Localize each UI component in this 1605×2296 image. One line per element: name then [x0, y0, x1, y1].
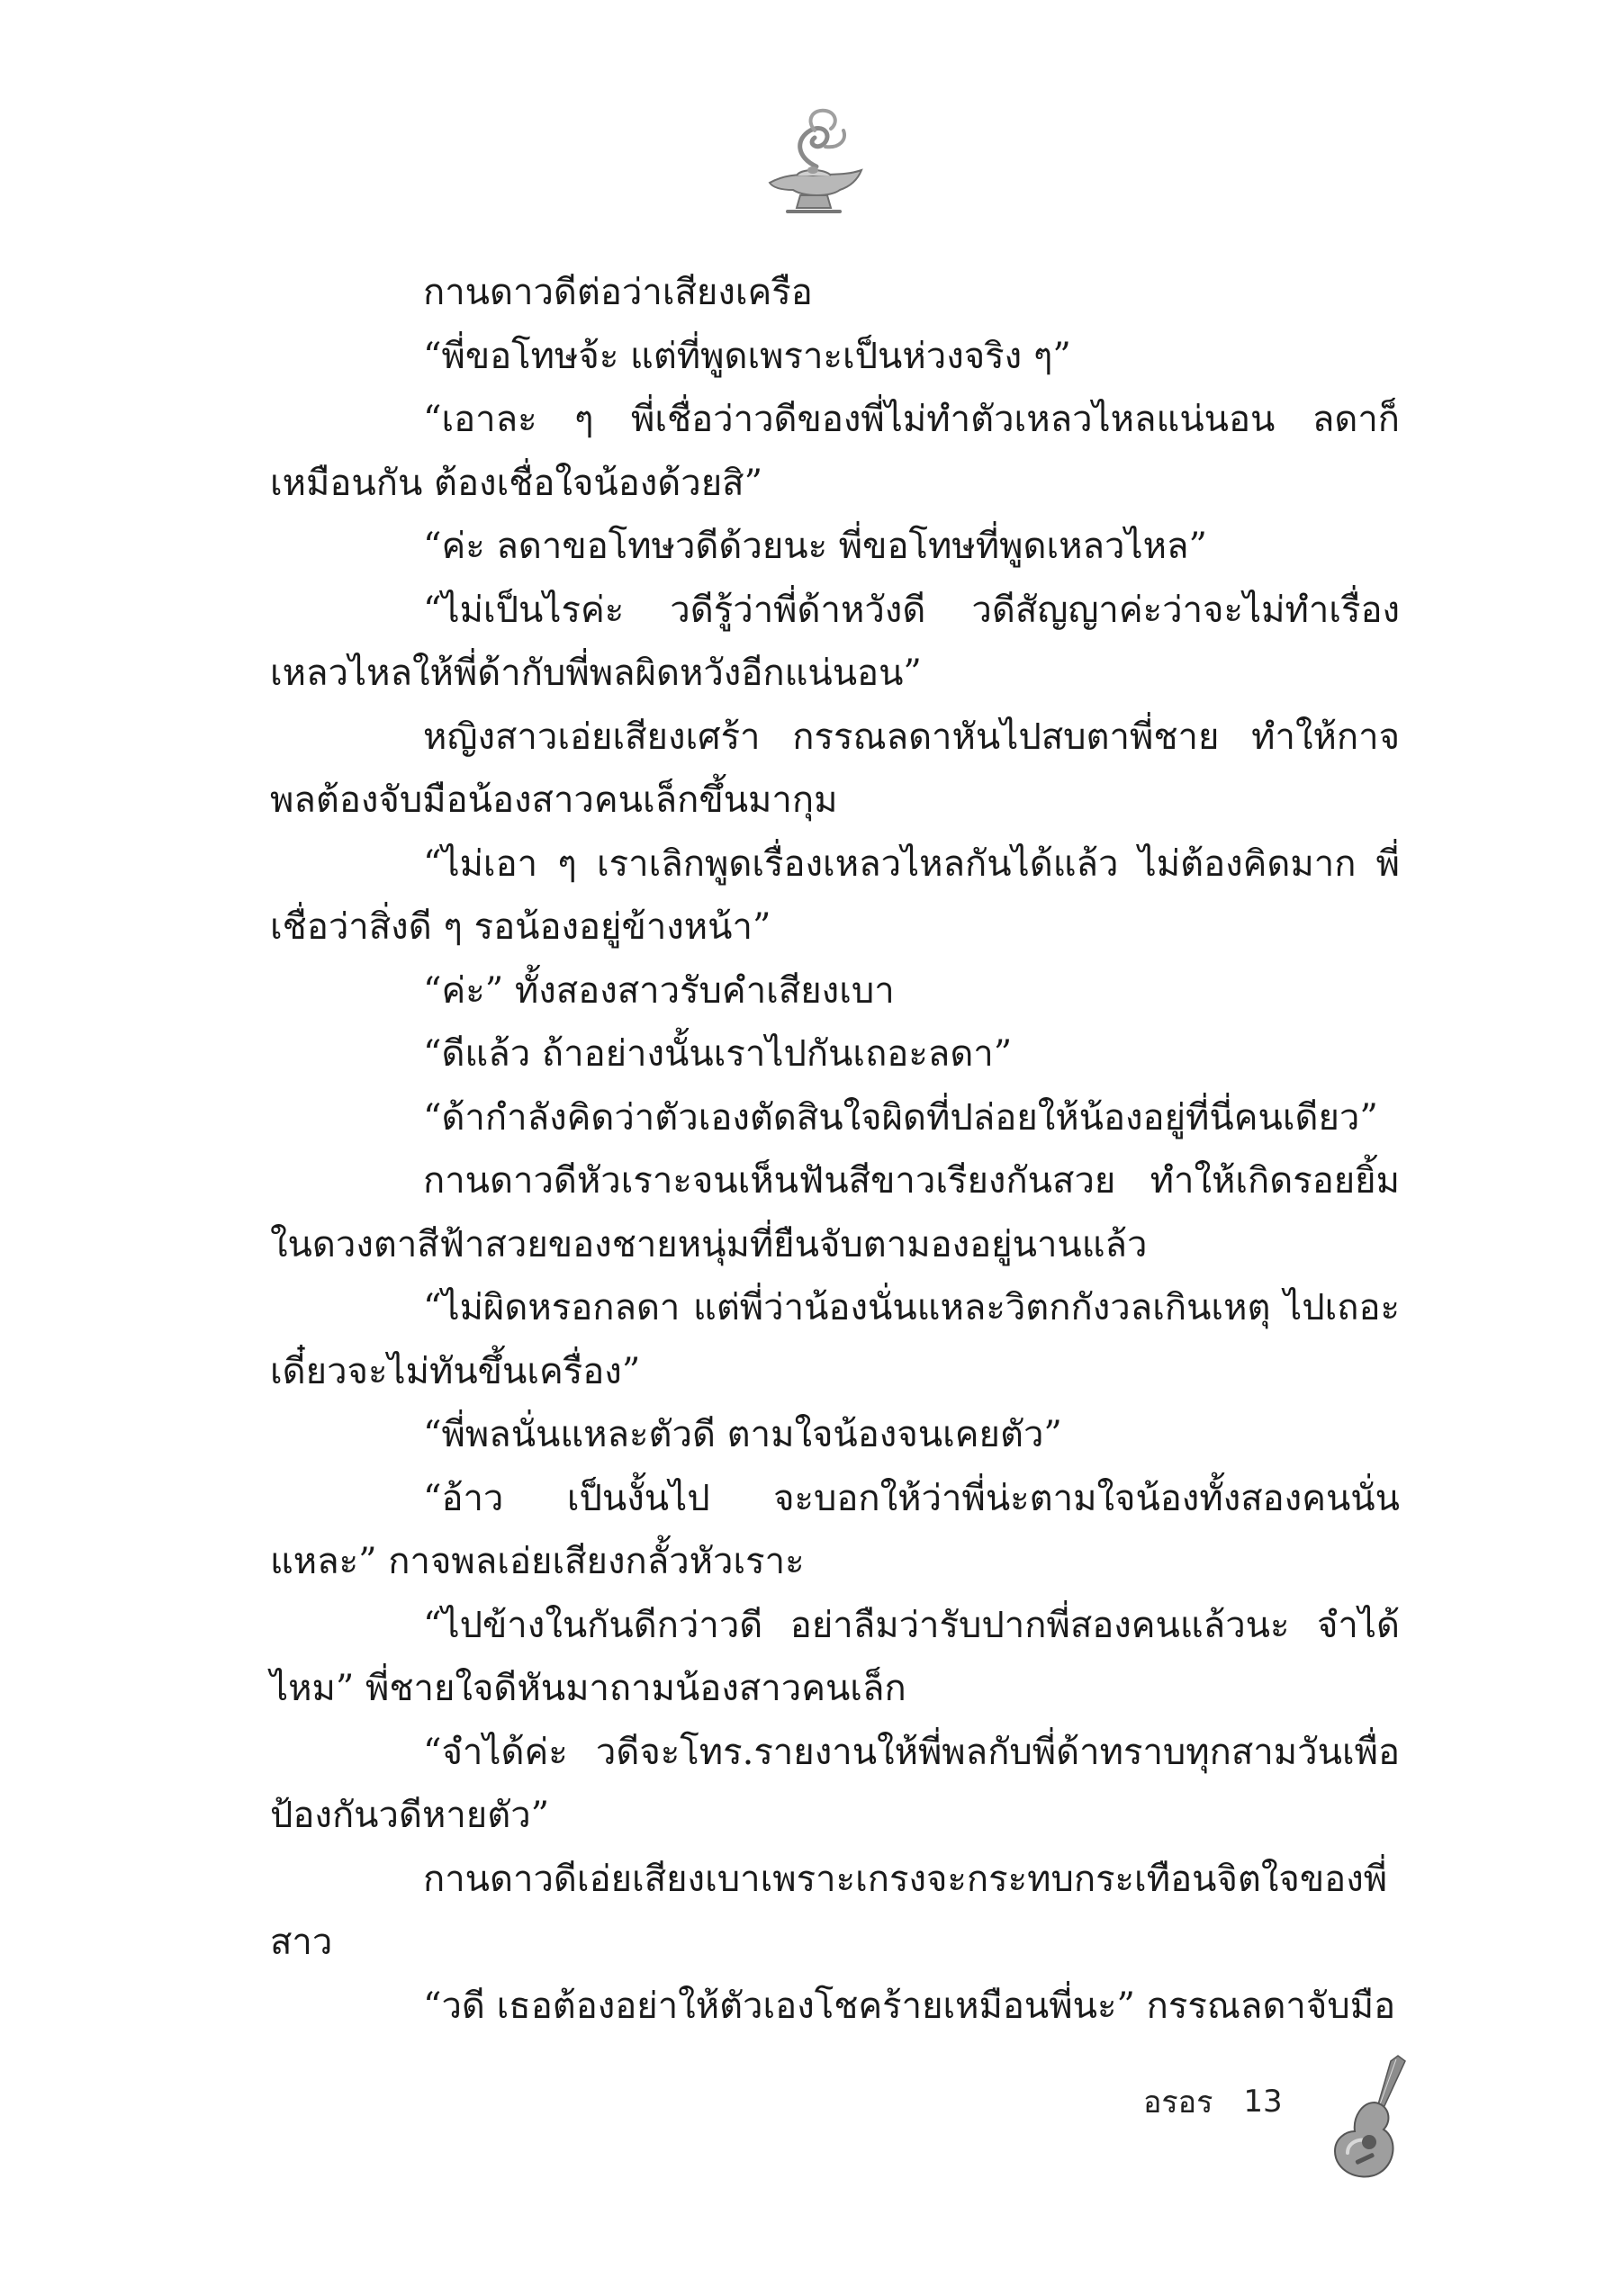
paragraph: “เอาละ ๆ พี่เชื่อว่าวดีของพี่ไม่ทำตัวเหลวไหลแน่นอน ลดาก็เหมือนกัน ต้องเชื่อใจน้องด้วยสิ” [270, 399, 1400, 504]
paragraph: “ค่ะ” ทั้งสองสาวรับคำเสียงเบา [423, 969, 895, 1012]
paragraph: “ไปข้างในกันดีกว่าวดี อย่าลืมว่ารับปากพี่สองคนแล้วนะ จำได้ไหม” พี่ชายใจดีหันมาถามน้องสาวคนเล็ก [270, 1604, 1400, 1709]
paragraph: “ดีแล้ว ถ้าอย่างนั้นเราไปกันเถอะลดา” [423, 1033, 1013, 1075]
genie-lamp-icon [761, 104, 873, 225]
paragraph: “ไม่ผิดหรอกลดา แต่พี่ว่าน้องนั่นแหละวิตกกังวลเกินเหตุ ไปเถอะเดี๋ยวจะไม่ทันขึ้นเครื่อง” [270, 1287, 1400, 1392]
paragraph: กานดาวดีต่อว่าเสียงเครือ [423, 272, 813, 313]
page-number: 13 [1243, 2084, 1283, 2120]
paragraph: “ไม่เป็นไรค่ะ วดีรู้ว่าพี่ด้าหวังดี วดีสัญญาค่ะว่าจะไม่ทำเรื่องเหลวไหลให้พี่ด้ากับพี่พลผิดหวังอีกแน่นอน” [270, 589, 1400, 694]
paragraph: กานดาวดีหัวเราะจนเห็นฟันสีขาวเรียงกันสวย ทำให้เกิดรอยยิ้มในดวงตาสีฟ้าสวยของชายหนุ่มที่ยืนจับตามองอยู่นานแล้ว [270, 1160, 1400, 1265]
paragraph: “วดี เธอต้องอย่าให้ตัวเองโชคร้ายเหมือนพี่นะ” กรรณลดาจับมือ [423, 1985, 1396, 2027]
guitar-icon [1328, 2052, 1413, 2183]
book-title: อรอร [1143, 2084, 1213, 2120]
paragraph: “พี่พลนั่นแหละตัวดี ตามใจน้องจนเคยตัว” [423, 1414, 1062, 1455]
paragraph: “จำได้ค่ะ วดีจะโทร.รายงานให้พี่พลกับพี่ด้าทราบทุกสามวันเพื่อป้องกันวดีหายตัว” [270, 1731, 1400, 1836]
paragraph: “พี่ขอโทษจ้ะ แต่ที่พูดเพราะเป็นห่วงจริง ๆ” [423, 335, 1071, 377]
page-footer [1143, 2070, 1283, 2133]
paragraph: “ไม่เอา ๆ เราเลิกพูดเรื่องเหลวไหลกันได้แล้ว ไม่ต้องคิดมาก พี่เชื่อว่าสิ่งดี ๆ รอน้องอยู่ข้างหน้า” [270, 842, 1400, 948]
paragraph: “อ้าว เป็นงั้นไป จะบอกให้ว่าพี่น่ะตามใจน้องทั้งสองคนนั่นแหละ” กาจพลเอ่ยเสียงกลั้วหัวเราะ [270, 1477, 1400, 1582]
story-text [270, 261, 1400, 2038]
paragraph: หญิงสาวเอ่ยเสียงเศร้า กรรณลดาหันไปสบตาพี่ชาย ทำให้กาจพลต้องจับมือน้องสาวคนเล็กขึ้นมากุม [270, 716, 1400, 821]
paragraph: กานดาวดีเอ่ยเสียงเบาเพราะเกรงจะกระทบกระเทือนจิตใจของพี่สาว [270, 1858, 1388, 1963]
paragraph: “ด้ากำลังคิดว่าตัวเองตัดสินใจผิดที่ปล่อยให้น้องอยู่ที่นี่คนเดียว” [423, 1096, 1378, 1139]
paragraph: “ค่ะ ลดาขอโทษวดีด้วยนะ พี่ขอโทษที่พูดเหลวไหล” [423, 526, 1207, 567]
